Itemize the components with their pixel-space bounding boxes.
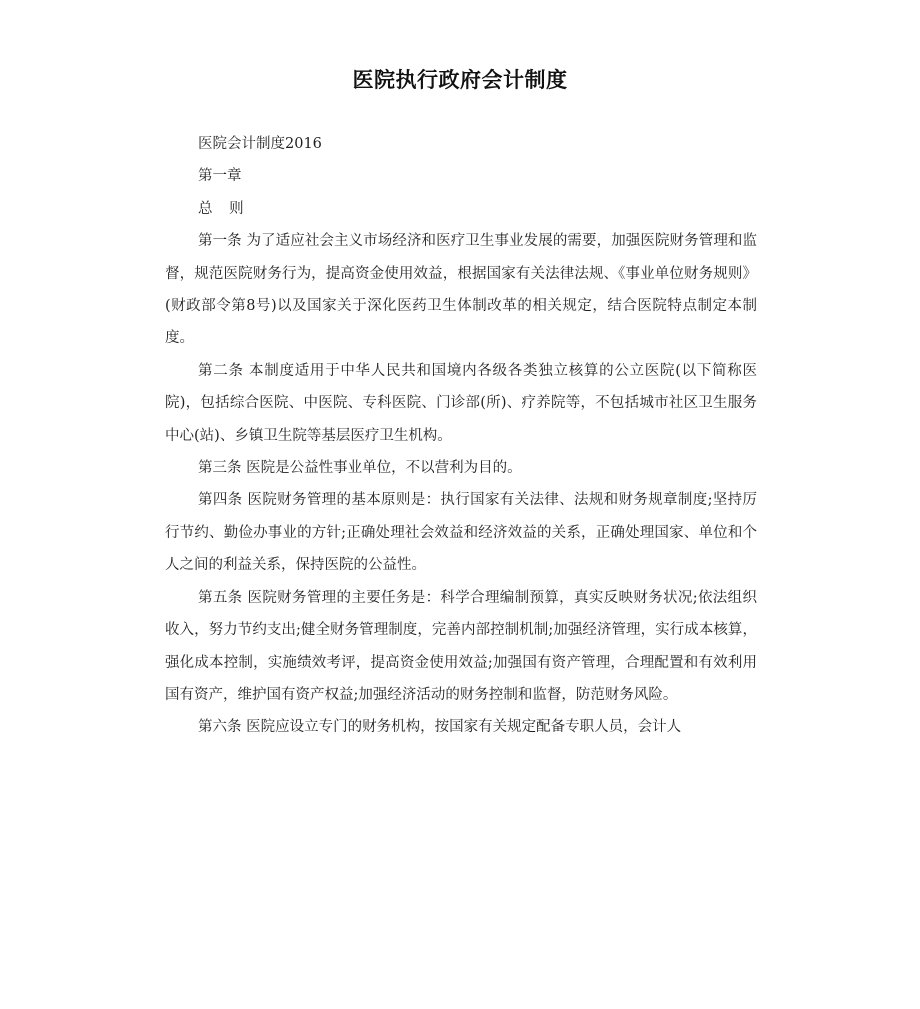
page-title: 医院执行政府会计制度 [352, 68, 568, 92]
paragraph-section-heading: 总 则 [198, 200, 250, 217]
paragraph-chapter: 第一章 [198, 168, 242, 185]
paragraph-article-3: 第三条 医院是公益性事业单位，不以营利为目的。 [198, 460, 522, 477]
paragraph-article-4: 第四条 医院财务管理的基本原则是：执行国家有关法律、法规和财务规章制度;坚持厉行节约、勤俭办事业的方针;正确处理社会效益和经济效益的关系，正确处理国家、单位和个人之间的利益关系，保持医院的公益性。 [165, 492, 757, 574]
paragraph-article-6: 第六条 医院应设立专门的财务机构，按国家有关规定配备专职人员，会计人 [198, 719, 682, 736]
paragraph-article-2: 第二条 本制度适用于中华人民共和国境内各级各类独立核算的公立医院(以下简称医院)，包括综合医院、中医院、专科医院、门诊部(所)、疗养院等，不包括城市社区卫生服务中心(站)、乡镇卫生院等基层医疗卫生机构。 [165, 362, 757, 444]
paragraph-subtitle: 医院会计制度2016 [198, 136, 322, 152]
paragraph-article-5: 第五条 医院财务管理的主要任务是：科学合理编制预算，真实反映财务状况;依法组织收入，努力节约支出;健全财务管理制度，完善内部控制机制;加强经济管理，实行成本核算，强化成本控制，实施绩效考评，提高资金使用效益;加强国有资产管理，合理配置和有效利用国有资产，维护国有资产权益;加强经济活动的财务控制和监督，防范财务风险。 [165, 589, 757, 703]
document-body [165, 128, 757, 744]
paragraph-article-1: 第一条 为了适应社会主义市场经济和医疗卫生事业发展的需要，加强医院财务管理和监督，规范医院财务行为，提高资金使用效益，根据国家有关法律法规、《事业单位财务规则》(财政部令第8号)以及国家关于深化医药卫生体制改革的相关规定，结合医院特点制定本制度。 [165, 233, 757, 347]
